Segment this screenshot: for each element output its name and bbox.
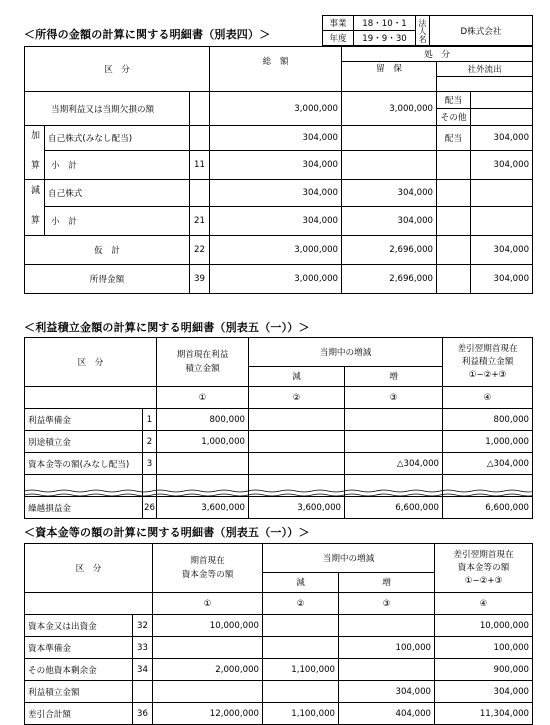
touki-label: 当期利益又は当期欠損の額: [25, 92, 190, 126]
form3-zou-header: 増: [339, 572, 435, 592]
form3-table: [24, 543, 533, 725]
form2-kishu-line1: 期首現在利益: [176, 350, 229, 360]
table-row: [25, 431, 533, 453]
form2-num-3: ③: [345, 387, 443, 409]
form3-row-c1: 12,000,000: [153, 703, 263, 725]
karikei-no: 22: [190, 236, 210, 265]
form2-row-c4: △304,000: [443, 453, 533, 475]
form3-sashihiki-line1: 差引翌期首現在: [453, 549, 514, 560]
period-end: 19・9・30: [354, 31, 416, 46]
form2-num-blank: [25, 387, 157, 409]
karikei-tag: [437, 236, 471, 265]
form3-num-4: ④: [435, 593, 533, 615]
gen-sub-tag: [437, 207, 471, 236]
form1-shagai-header: 社外流出: [437, 62, 533, 77]
form2-title: ＜利益積立金額の計算に関する明細書（別表五（一））＞: [24, 321, 310, 334]
form3-row-label: 利益積立金額: [25, 681, 133, 703]
form3-row-c2: 1,100,000: [263, 659, 339, 681]
karikei-ryuho: 2,696,000: [342, 236, 437, 265]
form2-row-no: 2: [143, 431, 157, 453]
form2-kishu-header: [157, 338, 249, 387]
form2-row-c4: 800,000: [443, 409, 533, 431]
form3-kubun-header: 区 分: [25, 544, 153, 593]
form3-gen-header: 減: [263, 572, 339, 592]
touki-tag-haito: 配当: [437, 92, 471, 109]
form2-row-c4: 1,000,000: [443, 431, 533, 453]
form3-row-no: [133, 681, 153, 703]
form3-row-label: 資本準備金: [25, 637, 133, 659]
ka-sub-no: 11: [190, 151, 210, 180]
form3-row-c2: 1,100,000: [263, 703, 339, 725]
form3-row-c4: 11,304,000: [435, 703, 533, 725]
form3-row-c2: [263, 681, 339, 703]
gen-sub-sogaku: 304,000: [210, 207, 342, 236]
form2-row-no: 26: [143, 497, 157, 519]
form2-row-c2: 3,600,000: [249, 497, 345, 519]
touki-no: [190, 92, 210, 126]
period-start: 18・10・1: [354, 16, 416, 31]
touki-shagai-1: [471, 92, 533, 109]
form2-row-c3: 6,600,000: [345, 497, 443, 519]
form3-row-c4: 304,000: [435, 681, 533, 703]
houjin-label: 法人名: [416, 16, 430, 46]
touki-sogaku: 3,000,000: [210, 92, 342, 126]
gen-sub-shagai: [471, 207, 533, 236]
form2-row-no: 1: [143, 409, 157, 431]
form2-row-c3: [345, 409, 443, 431]
form2-row-label: 資本金等の額(みなし配当): [25, 453, 143, 475]
form3-row-c3: 404,000: [339, 703, 435, 725]
jigyo-label: 事業: [323, 16, 354, 31]
table-row: [25, 453, 533, 475]
form2-row-c2: [249, 431, 345, 453]
gen-item-shagai: [471, 180, 533, 207]
gen-item-tag: [437, 180, 471, 207]
form2-row-no: 3: [143, 453, 157, 475]
form3-row-c2: [263, 615, 339, 637]
gen-item-sogaku: 304,000: [210, 180, 342, 207]
gen-item-label: 自己株式: [45, 180, 190, 207]
form2-row-label: 別途積立金: [25, 431, 143, 453]
touki-ryuho: 3,000,000: [342, 92, 437, 126]
form3-sashihiki-header: [435, 544, 533, 593]
form1-shobun-header: 処 分: [342, 47, 533, 62]
karikei-label: 仮 計: [25, 236, 190, 265]
form2-sashihiki-header: [443, 338, 533, 387]
ka-sub-sogaku: 304,000: [210, 151, 342, 180]
form3-num-blank: [25, 593, 153, 615]
form3-title: ＜資本金等の額の計算に関する明細書（別表五（一））＞: [24, 526, 310, 539]
ka-sub-ryuho: [342, 151, 437, 180]
form3-row-c3: [339, 615, 435, 637]
form2-row-label: 利益準備金: [25, 409, 143, 431]
company-name: D株式会社: [430, 16, 533, 46]
form1-kubun-header: 区 分: [25, 47, 210, 92]
karikei-shagai: 304,000: [471, 236, 533, 265]
ka-item-shagai: 304,000: [471, 126, 533, 151]
form3-row-label: 差引合計額: [25, 703, 133, 725]
form2-num-2: ②: [249, 387, 345, 409]
form3-row-c3: 100,000: [339, 637, 435, 659]
form2-row-c1: [157, 453, 249, 475]
form3-row-c3: 304,000: [339, 681, 435, 703]
form2-row-c3: [345, 431, 443, 453]
form2-zougen-header: 当期中の増減: [249, 338, 443, 367]
form2-gen-header: 減: [249, 366, 345, 386]
shotoku-ryuho: 2,696,000: [342, 265, 437, 294]
form2-row-c1: 800,000: [157, 409, 249, 431]
form3-kishu-line2: 資本金等の額: [181, 570, 234, 580]
form3-row-no: 32: [133, 615, 153, 637]
form3-row-c1: 10,000,000: [153, 615, 263, 637]
form3-row-c1: [153, 637, 263, 659]
form3-row-c4: 100,000: [435, 637, 533, 659]
shotoku-tag: [437, 265, 471, 294]
gen-item-ryuho: 304,000: [342, 180, 437, 207]
table-row: [25, 637, 533, 659]
gen-sub-ryuho: 304,000: [342, 207, 437, 236]
karikei-sogaku: 3,000,000: [210, 236, 342, 265]
gen-sub-no: 21: [190, 207, 210, 236]
ka-sub-shagai: 304,000: [471, 151, 533, 180]
form3-row-c4: 900,000: [435, 659, 533, 681]
break-line: [24, 489, 532, 497]
form3-zougen-header: 当期中の増減: [263, 544, 435, 573]
form3-sashihiki-line2: 資本金等の額: [457, 562, 510, 573]
gen-item-no: [190, 180, 210, 207]
form2-row-c1: 3,600,000: [157, 497, 249, 519]
form2-num-4: ④: [443, 387, 533, 409]
form3-num-3: ③: [339, 593, 435, 615]
form2-row-c1: 1,000,000: [157, 431, 249, 453]
form2-num-1: ①: [157, 387, 249, 409]
ka-item-no: [190, 126, 210, 151]
form2-row-label: 繰越損益金: [25, 497, 143, 519]
table-row: [25, 681, 533, 703]
form1-ryuho-header: 留 保: [342, 62, 437, 92]
nendo-label: 年度: [323, 31, 354, 46]
form2-row-c3: △304,000: [345, 453, 443, 475]
form3-num-2: ②: [263, 593, 339, 615]
table-row: [25, 615, 533, 637]
table-row: [25, 409, 533, 431]
form2-sashihiki-line2: 利益積立金額: [461, 356, 514, 367]
ka-item-sogaku: 304,000: [210, 126, 342, 151]
shotoku-sogaku: 3,000,000: [210, 265, 342, 294]
shotoku-no: 39: [190, 265, 210, 294]
ka-item-ryuho: [342, 126, 437, 151]
ka-sub-label: 小 計: [45, 151, 190, 180]
form2-row-c4: 6,600,000: [443, 497, 533, 519]
form1-sogaku-header: 総 額: [210, 47, 342, 92]
form3-row-no: 34: [133, 659, 153, 681]
form1-shagai-blank: [437, 77, 533, 92]
shotoku-shagai: 304,000: [471, 265, 533, 294]
table-row: [25, 703, 533, 725]
form3-num-1: ①: [153, 593, 263, 615]
form3-row-c1: 2,000,000: [153, 659, 263, 681]
form1-title: ＜所得の金額の計算に関する明細書（別表四）＞: [24, 28, 271, 41]
gen-sub-label: 小 計: [45, 207, 190, 236]
form2-kishu-line2: 積立金額: [185, 364, 220, 374]
ka-item-tag: 配当: [437, 126, 471, 151]
form3-row-no: 33: [133, 637, 153, 659]
form3-row-no: 36: [133, 703, 153, 725]
form2-zou-header: 増: [345, 366, 443, 386]
form3-row-label: その他資本剰余金: [25, 659, 133, 681]
form1-table: [24, 46, 533, 294]
table-row: [25, 497, 533, 519]
form3-kishu-line1: 期首現在: [190, 556, 225, 566]
touki-shagai-2: [471, 109, 533, 126]
ka-item-label: 自己株式(みなし配当): [45, 126, 190, 151]
form3-row-c1: [153, 681, 263, 703]
form3-row-c2: [263, 637, 339, 659]
form1-meta-table: [322, 15, 533, 46]
touki-tag-sonota: その他: [437, 109, 471, 126]
form2-row-c2: [249, 409, 345, 431]
form3-sashihiki-line3: ①−②+③: [464, 575, 503, 586]
form2-row-c2: [249, 453, 345, 475]
ka-sub-tag: [437, 151, 471, 180]
form2-sashihiki-line3: ①−②+③: [468, 369, 507, 380]
form3-row-c4: 10,000,000: [435, 615, 533, 637]
form3-row-label: 資本金又は出資金: [25, 615, 133, 637]
kasan-label: 加 算: [25, 126, 45, 180]
gensan-label: 減 算: [25, 180, 45, 236]
form3-kishu-header: [153, 544, 263, 593]
form2-sashihiki-line1: 差引翌期首現在: [457, 343, 518, 354]
table-row: [25, 659, 533, 681]
form2-kubun-header: 区 分: [25, 338, 157, 387]
form3-row-c3: [339, 659, 435, 681]
shotoku-label: 所得金額: [25, 265, 190, 294]
